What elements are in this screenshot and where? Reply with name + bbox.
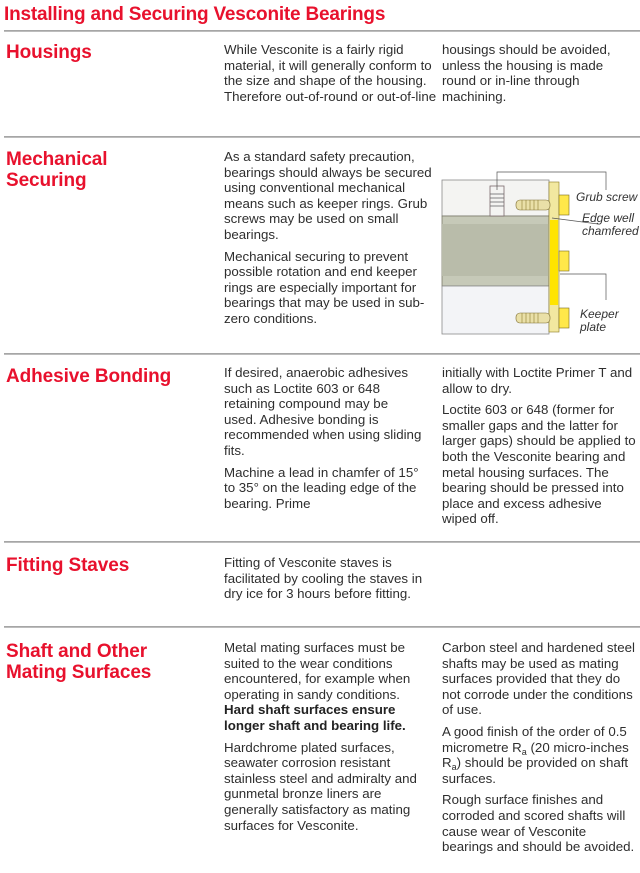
paragraph: housings should be avoided, unless the housing is made round or in-line through machining. — [442, 42, 611, 104]
text-column-1 — [224, 365, 424, 517]
paragraph: Carbon steel and hardened steel shafts may be used as mating surfaces provided that they do not corrode under the conditions of use. — [442, 640, 635, 718]
text-column-2 — [442, 640, 640, 861]
divider — [4, 541, 640, 543]
paragraph: If desired, anaerobic adhesives such as Loctite 603 or 648 retaining compound may be used. Adhesive bonding is recommended when using sliding fits. — [224, 365, 422, 458]
text-column-1 — [224, 555, 424, 608]
emphasis-text: Hard shaft surfaces ensure longer shaft and bearing life. — [224, 702, 406, 733]
paragraph: Loctite 603 or 648 (former for smaller gaps and the latter for larger gaps) should be applied to both the Vesconite bearing and metal housing surfaces. The bearing should be pressed into place and excess adhesive wiped off. — [442, 402, 636, 527]
page-title: Installing and Securing Vesconite Bearings — [4, 4, 386, 25]
divider — [4, 353, 640, 355]
keeper-plate-diagram — [440, 150, 640, 345]
text-column-1 — [224, 149, 434, 333]
text-column-1 — [224, 640, 429, 839]
paragraph: Metal mating surfaces must be suited to the wear conditions encountered, for example when operating in sandy conditions. Hard shaft surfaces ensure longer shaft and bearing life. — [224, 640, 411, 733]
section-heading: Fitting Staves — [6, 555, 130, 576]
paragraph: Hardchrome plated surfaces, seawater corrosion resistant stainless steel and admiralty and gunmetal bronze liners are generally satisfactory as mating surfaces for Vesconite. — [224, 739, 417, 833]
paragraph: Mechanical securing to prevent possible rotation and end keeper rings are especially important for bearings that may be used in sub-zero conditions. — [224, 248, 425, 326]
paragraph: initially with Loctite Primer T and allow to dry. — [442, 365, 633, 396]
divider — [4, 136, 640, 138]
section-heading: Shaft and Other Mating Surfaces — [6, 641, 152, 683]
paragraph: As a standard safety precaution, bearings should always be secured using conventional mechanical means such as keeper rings. Grub screws may be used on small bearings. — [224, 149, 432, 242]
grub-screw-label: Grub screw — [576, 190, 638, 204]
divider — [4, 30, 640, 32]
paragraph: Machine a lead in chamfer of 15° to 35° on the leading edge of the bearing. Prime — [224, 464, 419, 511]
text-column-1 — [224, 42, 438, 110]
edge-chamfer-label: Edge well chamfered — [582, 211, 639, 238]
divider — [4, 626, 640, 628]
keeper-plate-label: Keeper plate — [580, 307, 619, 334]
paragraph: Rough surface finishes and corroded and scored shafts will cause wear of Vesconite bearings and should be avoided. — [442, 792, 635, 855]
paragraph: While Vesconite is a fairly rigid material, it will generally conform to the size and shape of the housing. Therefore out-of-round or out-of-line — [224, 42, 437, 104]
section-heading: Mechanical Securing — [6, 149, 108, 191]
section-heading: Adhesive Bonding — [6, 366, 172, 387]
paragraph: Fitting of Vesconite staves is facilitated by cooling the staves in dry ice for 3 hours before fitting. — [224, 555, 423, 602]
section-heading: Housings — [6, 42, 92, 63]
text-column-2 — [442, 42, 640, 110]
paragraph: A good finish of the order of 0.5 micrometre $R_a$ (20 micro-inches $R_a$) should be provided on shaft surfaces. — [442, 723, 629, 786]
text-column-2 — [442, 365, 640, 533]
